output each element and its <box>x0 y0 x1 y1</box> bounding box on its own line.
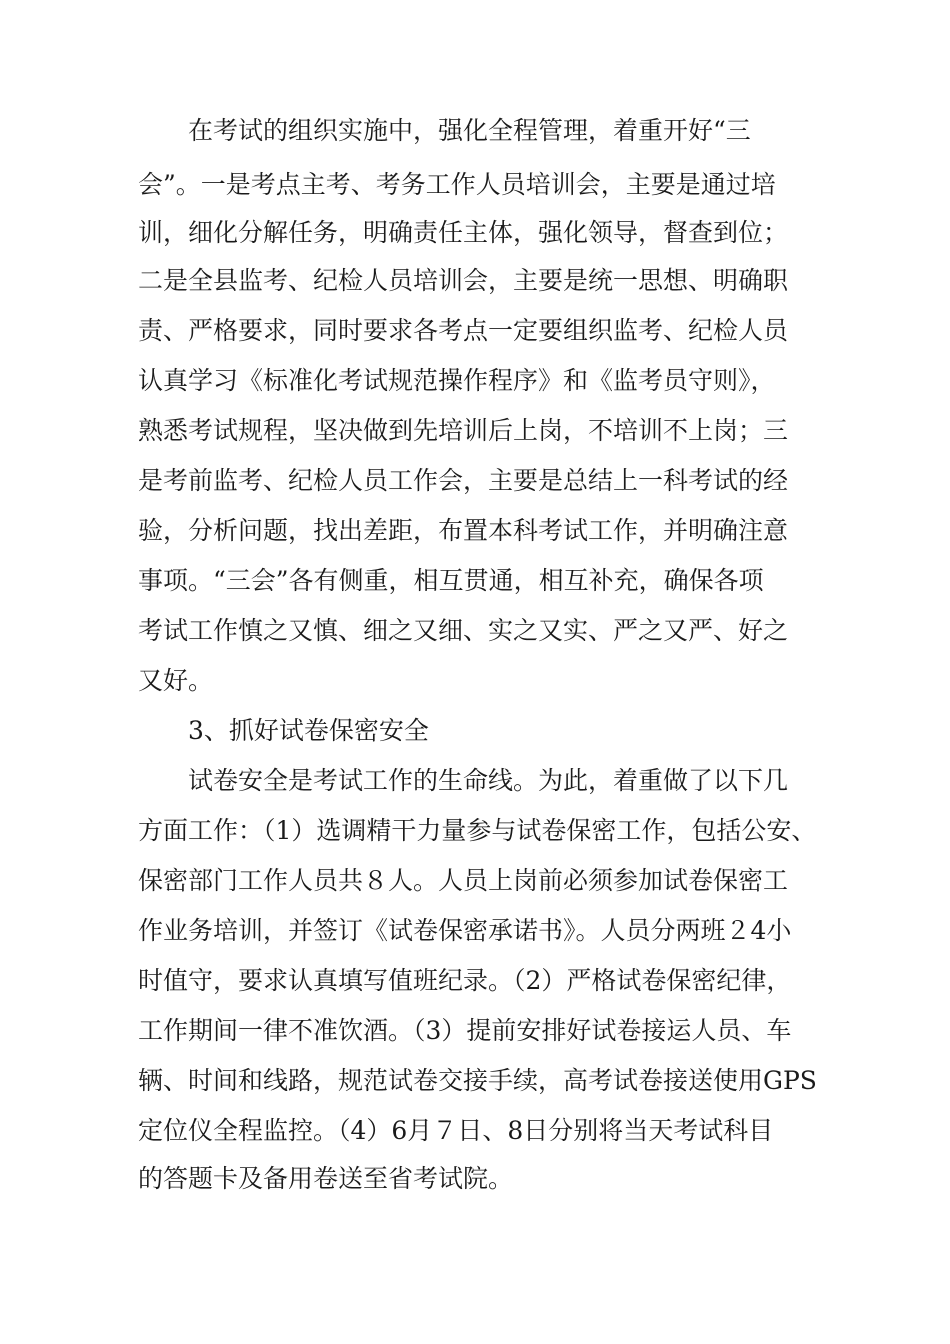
text-line: 方面工作：（1）选调精干力量参与试卷保密工作，包括公安、 <box>138 816 817 845</box>
text-line: 保密部门工作人员共８人。人员上岗前必须参加试卷保密工 <box>138 866 789 895</box>
text-line: 辆、时间和线路，规范试卷交接手续，高考试卷接送使用GPS <box>138 1066 817 1095</box>
text-line: 会”。一是考点主考、考务工作人员培训会，主要是通过培 <box>138 170 776 199</box>
text-line: 熟悉考试规程，坚决做到先培训后上岗，不培训不上岗；三 <box>138 416 789 445</box>
text-line: 二是全县监考、纪检人员培训会，主要是统一思想、明确职 <box>138 266 789 295</box>
text-line: 试卷安全是考试工作的生命线。为此，着重做了以下几 <box>188 766 789 795</box>
section-heading: 3、抓好试卷保密安全 <box>188 716 429 745</box>
text-line: 又好。 <box>138 666 214 695</box>
text-line: 的答题卡及备用卷送至省考试院。 <box>138 1164 514 1193</box>
text-line: 责、严格要求，同时要求各考点一定要组织监考、纪检人员 <box>138 316 789 345</box>
text-line: 事项。“三会”各有侧重，相互贯通，相互补充，确保各项 <box>138 566 764 595</box>
text-line: 在考试的组织实施中，强化全程管理，着重开好“三 <box>188 116 751 145</box>
text-line: 工作期间一律不准饮酒。（3）提前安排好试卷接运人员、车 <box>138 1016 792 1045</box>
text-line: 验，分析问题，找出差距，布置本科考试工作，并明确注意 <box>138 516 789 545</box>
text-line: 认真学习《标准化考试规范操作程序》和《监考员守则》， <box>138 366 776 395</box>
text-line: 定位仪全程监控。（4）6月７日、8日分别将当天考试科目 <box>138 1116 774 1145</box>
text-line: 时值守，要求认真填写值班纪录。（2）严格试卷保密纪律， <box>138 966 792 995</box>
text-line: 是考前监考、纪检人员工作会，主要是总结上一科考试的经 <box>138 466 789 495</box>
text-line: 训，细化分解任务，明确责任主体，强化领导，督查到位； <box>138 218 789 247</box>
text-line: 考试工作慎之又慎、细之又细、实之又实、严之又严、好之 <box>138 616 789 645</box>
text-line: 作业务培训，并签订《试卷保密承诺书》。人员分两班２4小 <box>138 916 792 945</box>
